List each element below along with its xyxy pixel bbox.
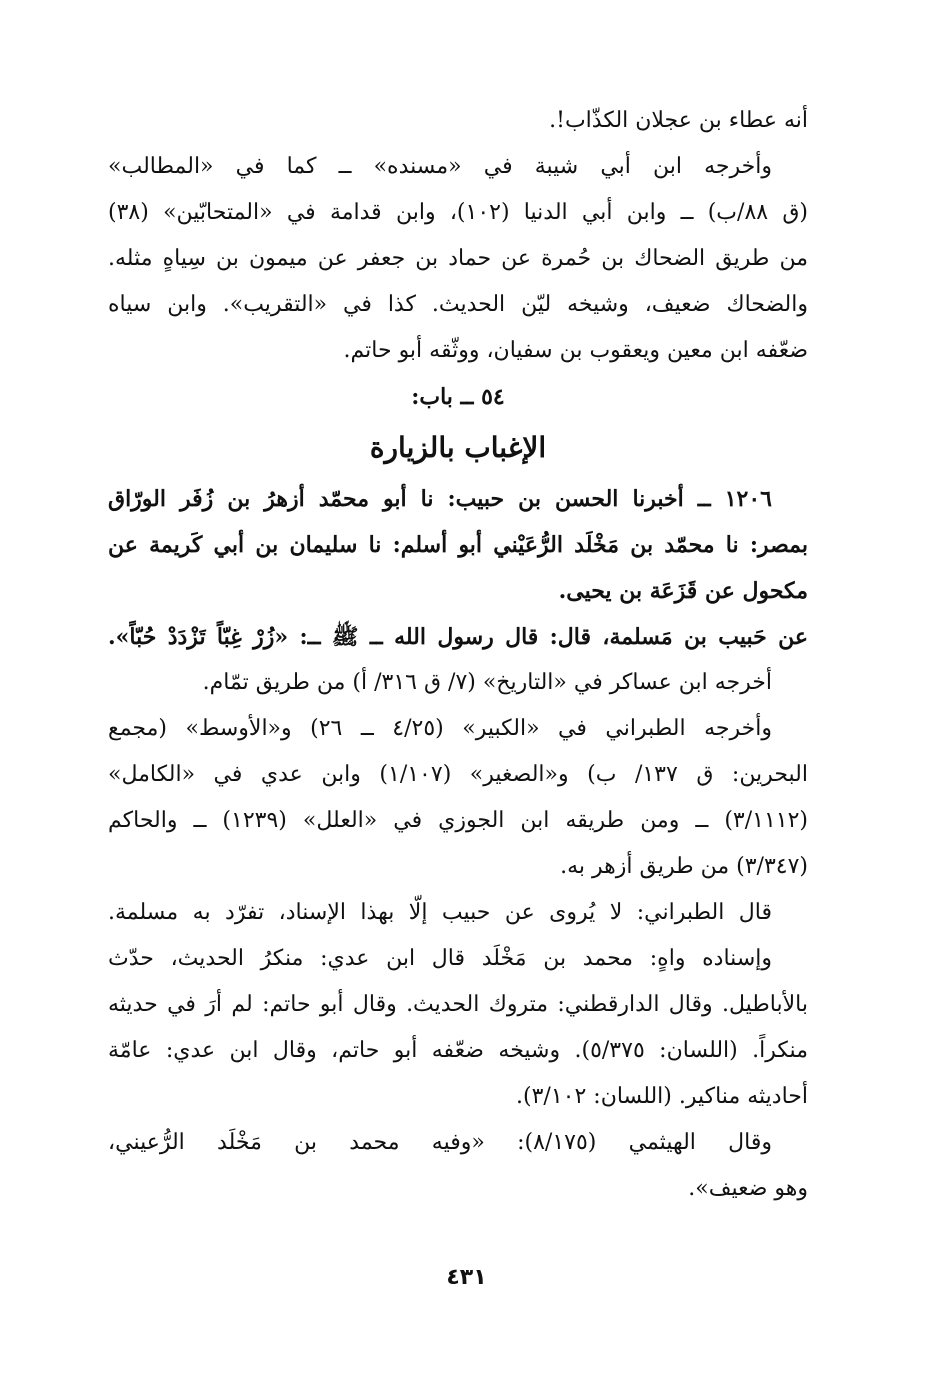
text-line-3: (ق ٨٨/ب) ــ وابن أبي الدنيا (١٠٢)، وابن قدامة في «المتحابّين» (٣٨) bbox=[108, 200, 808, 225]
takhrij-line-1: أخرجه ابن عساكر في «التاريخ» (٧/ ق ٣١٦/ أ) من طريق تمّام. bbox=[202, 670, 772, 695]
takhrij-line-5: (٣/٣٤٧) من طريق أزهر به. bbox=[560, 854, 808, 879]
comment-line-3: بالأباطيل. وقال الدارقطني: متروك الحديث. وقال أبو حاتم: لم أرَ في حديثه bbox=[108, 992, 808, 1017]
comment-line-4: منكراً. (اللسان: ٥/٣٧٥). وشيخه ضعّفه أبو حاتم، وقال ابن عدي: عامّة bbox=[108, 1038, 808, 1063]
takhrij-line-2: وأخرجه الطبراني في «الكبير» (٤/٢٥ ــ ٢٦) و«الأوسط» (مجمع bbox=[108, 716, 772, 741]
comment-line-5: أحاديثه مناكير. (اللسان: ٣/١٠٢). bbox=[516, 1084, 808, 1109]
comment-line-2: وإسناده واهٍ: محمد بن مَخْلَد قال ابن عدي: منكرُ الحديث، حدّث bbox=[108, 946, 772, 971]
hadith-chain-line-2: بمصر: نا محمّد بن مَخْلَد الرُّعَيْني أبو أسلم: نا سليمان بن أبي كَريمة عن bbox=[108, 532, 808, 558]
page-number: ٤٣١ bbox=[446, 1265, 487, 1290]
hadith-chain-line-3: مكحول عن قَزَعَة بن يحيى. bbox=[558, 578, 808, 604]
text-line-5: والضحاك ضعيف، وشيخه ليّن الحديث. كذا في «التقريب». وابن سياه bbox=[108, 292, 808, 317]
takhrij-line-4: (٣/١١١٢) ــ ومن طريقه ابن الجوزي في «العلل» (١٢٣٩) ــ والحاكم bbox=[108, 808, 808, 833]
text-line-6: ضعّفه ابن معين ويعقوب بن سفيان، ووثّقه أبو حاتم. bbox=[343, 338, 808, 363]
takhrij-line-3: البحرين: ق ١٣٧/ ب) و«الصغير» (١/١٠٧) وابن عدي في «الكامل» bbox=[108, 762, 808, 787]
page-body bbox=[108, 98, 808, 1212]
hadith-text: عن حَبيب بن مَسلمة، قال: قال رسول الله ــ ﷺ ــ: «زُرْ غِبّاً تَزْدَدْ حُبّاً». bbox=[108, 624, 808, 650]
haythami-line-2: وهو ضعيف». bbox=[688, 1176, 808, 1201]
text-line-1: أنه عطاء بن عجلان الكذّاب!. bbox=[549, 108, 808, 133]
text-line-2: وأخرجه ابن أبي شيبة في «مسنده» ــ كما في «المطالب» bbox=[108, 154, 772, 179]
chapter-number-heading: ٥٤ ــ باب: bbox=[411, 384, 505, 410]
chapter-title: الإغباب بالزيارة bbox=[369, 431, 547, 464]
comment-line-1: قال الطبراني: لا يُروى عن حبيب إلّا بهذا الإسناد، تفرّد به مسلمة. bbox=[108, 900, 772, 925]
text-line-4: من طريق الضحاك بن حُمرة عن حماد بن جعفر عن ميمون بن سِياهٍ مثله. bbox=[108, 246, 808, 271]
hadith-chain-line-1: ١٢٠٦ ــ أخبرنا الحسن بن حبيب: نا أبو محمّد أزهرُ بن زُفَر الورّاق bbox=[108, 486, 772, 512]
haythami-line-1: وقال الهيثمي (٨/١٧٥): «وفيه محمد بن مَخْلَد الرُّعيني، bbox=[108, 1130, 773, 1155]
